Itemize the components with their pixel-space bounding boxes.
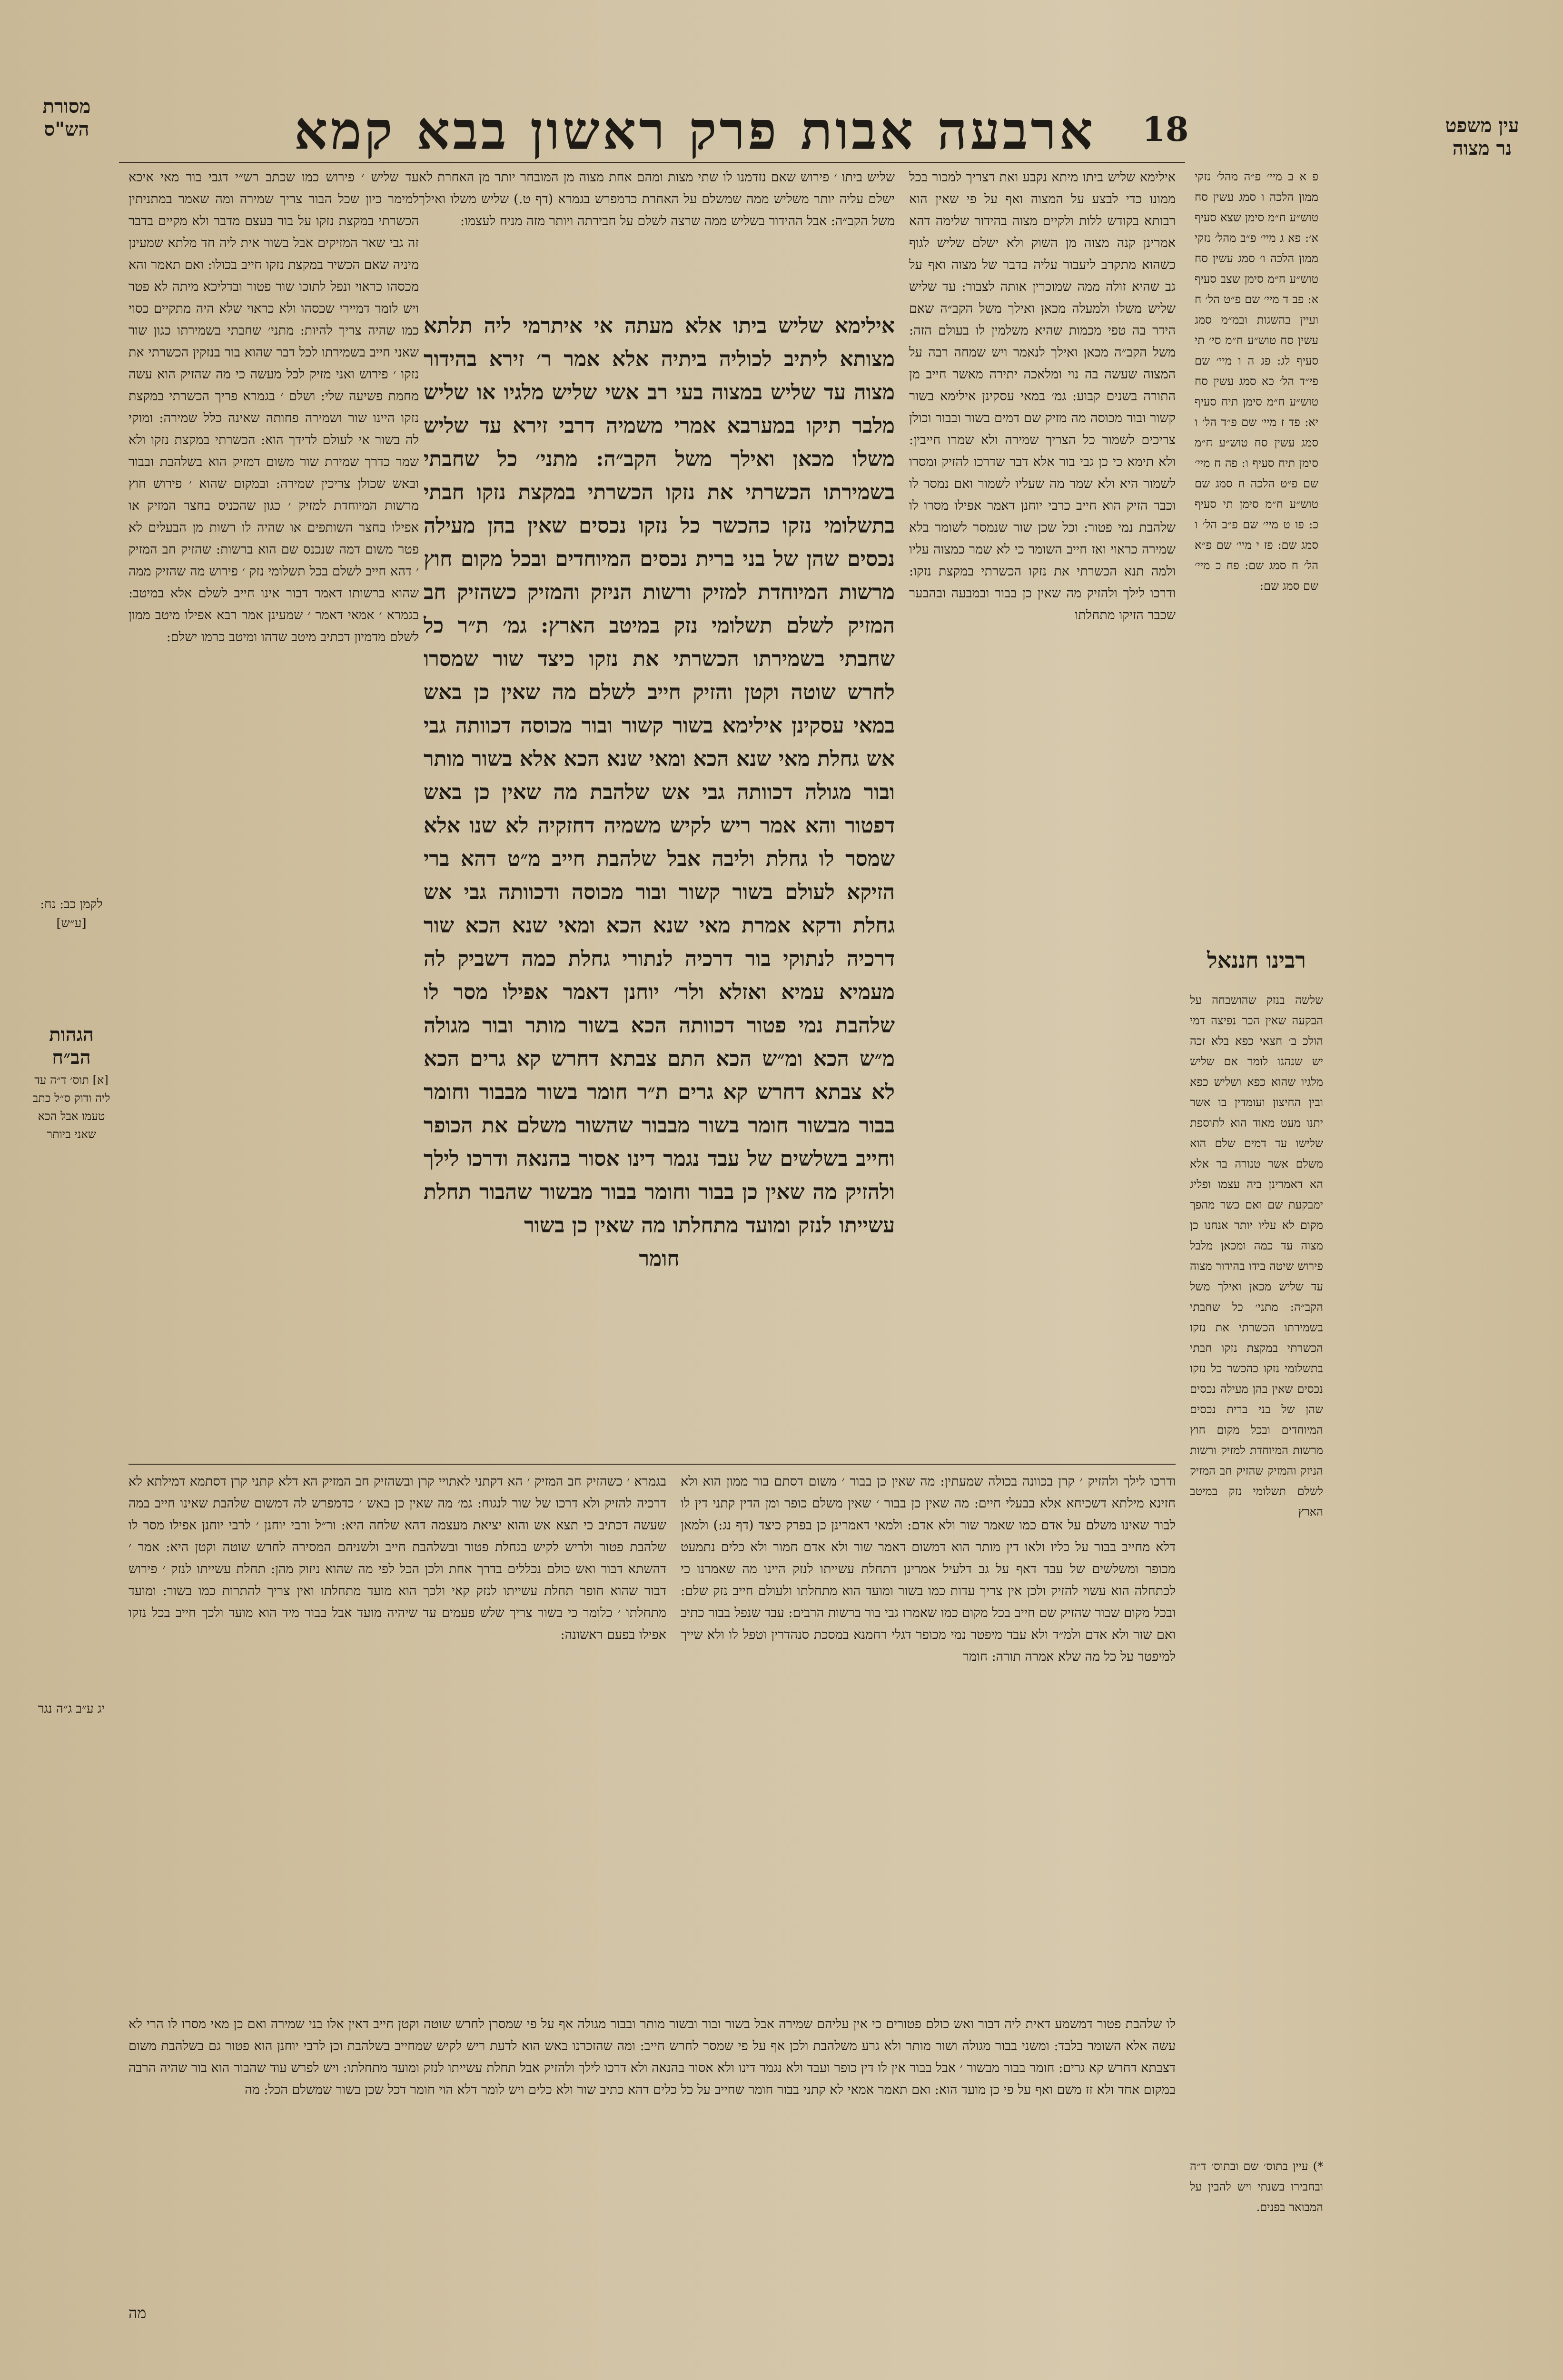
haggahot-title: הגהות הב״ח [49, 1023, 94, 1069]
rashi-column [909, 167, 1176, 1452]
gemara-text-block [424, 309, 895, 1499]
page-number: 18 [1142, 109, 1189, 149]
rabbenu-chananel-title: רבינו חננאל [1207, 947, 1306, 973]
ein-mishpat-text: פ א ב מיי׳ פ״ה מהל׳ נזקי ממון הלכה ו סמג עשין סח טוש״ע ח״מ סימן שצא סעיף א׳: פא ג מיי׳ פ״ב מהל׳ נזקי ממון הלכה ו׳ סמג עשין סח טוש״ע ח״מ סימן שצב סעיף א: פב ד מיי׳ שם פ״ט הל׳ ח ועיין בהשגות ובמ״מ סמג עשין סח טוש״ע ח״מ סי׳ תי סעיף לג: פג ה ו מיי׳ שם פי״ד הל׳ כא סמג עשין סח טוש״ע ח״מ סימן תיח סעיף יא: פד ז מיי׳ שם פ״ד הל׳ ו סמג עשין סח טוש״ע ח״מ סימן תיח סעיף ו: פה ח מיי׳ שם פ״ט הלכה ח סמג שם טוש״ע ח״מ סימן תי סעיף כ: פו ט מיי׳ שם פ״ב הל׳ ו סמג שם: פז י מיי׳ שם פ״א הל׳ ח סמג שם: פח כ מיי׳ שם סמג שם: [1195, 170, 1318, 593]
ein-mishpat-label: עין משפט נר מצוה [1445, 114, 1519, 159]
chananel-footnote [1190, 2156, 1323, 2299]
masoret-hashas-label: מסורת הש"ס [42, 95, 91, 140]
page-catchword: מה [129, 2304, 147, 2322]
tosafot-lower-text: בגמרא ׳ כשהזיק חב המזיק ׳ הא דקתני לאתויי קרן ובשהזיק חב המזיק הא דלא קתני קרן דסתמא דמילתא לא דרכיה להזיק ולא דרכו של שור לנגוח: גמ׳ מה שאין כן באש ׳ כדמפרש לה דמשום שלהבת שאינו חייב במה שעשה דכתיב כי תצא אש והוא יציאת מעצמה דהא שלחה היא: ור״ל ורבי יוחנן ׳ לרבי יוחנן אפילו מסר לו שלהבת פטור ולריש לקיש בגחלת פטור ובשלהבת חייב ולשניהם המסירה לחרש שוטה וקטן היא: אמר ׳ דהשתא דבור ואש כולם נכללים בדרך אחת ולכן הכל לפי מה שהוא ניזוק מהן: תחלת עשייתו לנזק ׳ פירוש דבור שהוא חופר תחלת עשייתו לנזק קאי ולכך הוא מועד מתחלתו ואין צריך להתרות כמו בשור: ומועד מתחלתו ׳ כלומר כי בשור צריך שלש פעמים עד שיהיה מועד אבל בבור מיד הוא מועד ולכך חייב בכל נזקו אפילו בפעם ראשונה: [129, 1474, 666, 1642]
footer-commentary-text: לו שלהבת פטור דמשמע דאית ליה דבור ואש כולם פטורים כי אין עליהם שמירה אבל בשור ובור ובשור מותר ובבור מגולה אף על פי שמסרן לחרש שוטה וקטן חייב דאין אלו בני שמירה ואם כן מאי מסרו לו הרי לא עשה אלא השומר בלבד: ומשני בבור מגולה ושור מותר ולא גרע משלהבת ולכן אף על פי שמסר לחרש חייב: ומה שהזכרנו באש הוא לדעת ריש לקיש שמחייב בשלהבת וכן לרבי יוחנן הוא פטור גם בשלהבת משום דצבתא דחרש קא גרים: חומר בבור מבשור ׳ אבל בבור אין לו דין כופר ועבד ולא נגמר דינו ולא אסור בהנאה ולא דרכו לילך ולהזיק אבל תחלת עשייתו לנזק ומועד מתחלתו: ויש לפרש עוד שהבור הוא בור שהיה הרבה במקום אחד ולא זז משם ואף על פי כן מועד הוא: ואם תאמר אמאי לא קתני בבור חומר שחייב על כל כלים דהא כתיב שור ולא כלים ויש לומר דלא הוי חומר דכל שכן בשור שמשלם הכל: מה [129, 2017, 1176, 2097]
tosafot-top-strip-text: שליש ביתו ׳ פירוש שאם נזדמנו לו שתי מצות ומהם אחת מצוה מן המובחר יותר מן האחרת לא ישלם עליה יותר משליש ממה שמשלם על האחרת כדמפרש בגמרא (דף ט.) שליש משלו ואילך משל הקב״ה: אבל ההידור בשליש ממה שרצה לשלם על חבירתה ויותר מזה מניח לעצמו: [419, 170, 895, 228]
tosafot-column [129, 167, 419, 1452]
gemara-catchword: חומר [639, 1247, 680, 1271]
rashi-text: אילימא שליש ביתו מיתא נקבע ואת דצריך למכור בכל ממונו כדי לבצע על המצוה ואף על פי שאין הוא רבותא בקודש ללות ולקיים מצוה בהידור שלימה דהא אמרינן קנה מצוה מן השוק ולא ישלם שליש לגוף כשהוא מתקרב ליעבור עליה בדבר של מצוה ואף על גב שהיא זולה ממה שמוכרין אותה לצבור: עד שליש שליש משלו ולמעלה מכאן ואילך משל הקב״ה שאם הידר בה טפי מכמות שהיא משלמין לו בעולם הזה: משל הקב״ה מכאן ואילך לנאמר ויש שמחה רבה על המצוה שעשה בה נוי ומלאכה יתירה מאשר חייב מן התורה בשנים קבוע: גמ׳ במאי עסקינן אילימא בשור קשור ובור מכוסה מה מזיק שם דמים בשור ובבור וכולן צריכים לשמור כל הצריך שמירה ולא שמרו חייבין: ולא תימא כי כן גבי בור אלא דבר שדרכו להזיק ומסרו לשמור היא ולא שמר מה שעליו לשמור ואם נמסר לו וכבר הזיק הוא חייב כרבי יוחנן דאמר אפילו מסרו לו שלהבת נמי פטור: וכל שכן שור שנמסר לשומר בלא שמירה כראוי ואז חייב השומר כי לא שמר כמצוה עליו ולמה תנא הכשרתי את נזקו הכשרתי במקצת נזקו: ודרכו לילך ולהזיק מה שאין כן בבור ובמבעה ובהבער שכבר הזיקו מתחלתו [909, 170, 1176, 623]
tosafot-top-strip [419, 167, 895, 281]
gemara-text: אילימא שליש ביתו אלא מעתה אי איתרמי ליה תלתא מצותא ליתיב לכוליה ביתיה אלא אמר ר׳ זירא בהידור מצוה עד שליש במצוה בעי רב אשי שליש מלגיו או שליש מלבר תיקו במערבא אמרי משמיה דרבי זירא עד שליש משלו מכאן ואילך משל הקב״ה: מתני׳ כל שחבתי בשמירתו הכשרתי את נזקו הכשרתי במקצת נזקו חבתי בתשלומי נזקו כהכשר כל נזקו נכסים שאין בהן מעילה נכסים שהן של בני ברית נכסים המיוחדים ובכל מקום חוץ מרשות המיוחדת למזיק ורשות הניזק והמזיק כשהזיק חב המזיק לשלם תשלומי נזק במיטב הארץ: גמ׳ ת״ר כל שחבתי בשמירתו הכשרתי את נזקו כיצד שור שמסרו לחרש שוטה וקטן והזיק חייב לשלם מה שאין כן באש במאי עסקינן אילימא בשור קשור ובור מכוסה דכוותה גבי אש גחלת מאי שנא הכא ומאי שנא הכא אלא בשור מותר ובור מגולה דכוותה גבי אש שלהבת מה שאין כן באש דפטור והא אמר ריש לקיש משמיה דחזקיה לא שנו אלא שמסר לו גחלת וליבה אבל שלהבת חייב מ״ט דהא ברי הזיקא לעולם בשור קשור ובור מכוסה ודכוותה גבי אש גחלת ודקא אמרת מאי שנא הכא ומאי שנא הכא שור דרכיה לנתוקי בור דרכיה לנתורי גחלת כמה דשביק לה מעמיא עמיא ואזלא ולר׳ יוחנן דאמר אפילו מסר לו שלהבת נמי פטור דכוותה הכא בשור מותר ובור מגולה מ״ש הכא ומ״ש הכא התם צבתא דחרש קא גרים הכא לא צבתא דחרש קא גרים ת״ר חומר בשור מבבור וחומר בבור מבשור חומר בשור מבבור שהשור משלם את הכופר וחייב בשלשים של עבד נגמר דינו אסור בהנאה ודרכו לילך ולהזיק מה שאין כן בבור וחומר בבור מבשור שהבור תחלת עשייתו לנזק ומועד מתחלתו מה שאין כן בשור [424, 314, 895, 1238]
masoret-reference [33, 895, 109, 952]
haggahot-text: [א] תוס׳ ד״ה עד ליה ודוק ס״ל כתב טעמו אבל הכא שאני ביותר [32, 1073, 110, 1141]
margin-gloss-text: יג ע״ב ג״ה נגר [38, 1702, 105, 1716]
masoret-reference-text: לקמן כב: נח: [ע״ש] [40, 897, 103, 931]
rashi-lower-column [681, 1471, 1176, 2013]
chananel-footnote-text: *) עיין בתוס׳ שם ובתוס׳ ד״ה ובחבירו בשנתי ויש להבין על המבואר בפנים. [1190, 2160, 1323, 2214]
page-title: ארבעה אבות פרק ראשון בבא קמא [294, 100, 1096, 161]
tosafot-text: עד שליש ׳ פירוש כמו שכתב רש״י דגבי בור מאי איכא למימר כיון שכל הבור צריך שמירה ומה שאמר במתניתין הכשרתי במקצת נזקו על בור בעצם מדבר ולא מקיים בדבר זה גבי שאר המזיקים אבל בשור אית ליה חד מלתא שמעינן מיניה שאם הכשיר במקצת נזקו חייב בכולו: ואם תאמר והא מכסהו כראוי ונפל לתוכו שור פטור ובדליכא מיתה לא פטר ויש לומר דמיירי שכסהו ולא כראוי שלא היה מתקיים כסוי כמו שהיה צריך להיות: מתני׳ שחבתי בשמירתו כגון שור שאני חייב בשמירתו לכל דבר שהוא בור בנזקין הכשרתי את נזקו ׳ פירוש ואני מזיק לכל מעשה כי מה שהזיק הוא עשה מחמת פשיעה שלי: ושלם ׳ בגמרא פריך הכשרתי במקצת נזקו היינו שור ושמירה פחותה שאינה כלל שמירה: ומוקי לה בשור אי לעולם לדידך הוא: הכשרתי במקצת נזקו ולא שמר כדרך שמירת שור משום דמזיק הוא בשלהבת ובבור ובאש שכולן צריכין שמירה: ובמקום שהוא ׳ פירוש חוץ מרשות המיוחדת למזיק ׳ כגון שהכניס בחצר המזיק או אפילו בחצר השותפים או שהיה לו רשות מן הבעלים לא פטר משום דמה שנכנס שם הוא ברשות: שהזיק חב המזיק ׳ דהא חייב לשלם בכל תשלומי נזק ׳ פירוש מה שהזיק ממה שהוא ברשותו דאמר דבור אינו חייב לשלם אלא במיטב: בגמרא ׳ אמאי דאמר ׳ שמעינן אמר רבא אפילו מיטב ממון לשלם מדמיון דכתיב מיטב שדהו ומיטב כרמו ישלם: [129, 170, 419, 645]
rabbenu-chananel-column [1190, 990, 1323, 2156]
footer-commentary [129, 2013, 1176, 2299]
header-divider [119, 162, 1185, 163]
haggahot-column [29, 1071, 114, 1195]
ein-mishpat-column [1195, 167, 1318, 1071]
lower-divider [129, 1464, 1176, 1465]
margin-gloss [29, 1699, 114, 1728]
rashi-lower-text: ודרכו לילך ולהזיק ׳ קרן בכוונה בכולה שמעתין: מה שאין כן בבור ׳ משום דסתם בור ממון הוא ולא חזינא מילתא דשכיחא אלא בבעלי חיים: מה שאין כן בבור ׳ שאין משלם כופר ומן הדין קתני דין לו לבור שאינו משלם על אדם כמו שאמר שור ולא אדם: ולמאי דאמרינן כן בפרק כיצד (דף נג:) ולמאן דלא מחייב בבור על כליו ולאו דין מותר הוא דמשום דאמר שור ולא אדם חמור ולא כלים נתמעט מכופר ומשלשים של עבד דאף על גב דלעיל אמרינן דתחלת עשייתו לנזק היינו מה שאמרנו כי לכתחלה הוא עשוי להזיק ולכן אין צריך עדות כמו בשור ומועד הוא מתחלתו ולעולם חייב נזק שלם: ובכל מקום שבור שהזיק שם חייב בכל מקום כמו שאמרו גבי בור ברשות הרבים: עבד שנפל בבור כתיב ואם שור ולא אדם ולמ״ד ולא עבד מיפטר נמי מכופר דגלי רחמנא במסכת סנהדרין וטפל לו ולא שייך למיפטר על כל מה שלא אמרה תורה: חומר [681, 1474, 1176, 1664]
rabbenu-chananel-text: שלשה בנזק שהושבחה על הבקעה שאין הכר נפיצה דמי הולכ ב׳ חצאי כפא בלא זכה יש שנהגו לומר אם שליש מלגיו שהוא כפא ושליש כפא ובין החיצון ועומדין בו אשר יתנו מעט מאוד הוא לתוספת שלישו עד דמים שלם הוא משלם אשר טנורה בר אלא הא דאמרינן ביה עצמו ופליג ימבקעת שם ואם כשר מהפך מקום לא עליו יותר אנחנו כן מצוה עד כמה ומכאן מלבל פירוש שיטה בידו בהידור מצוה עד שליש מכאן ואילך משל הקב״ה: מתני׳ כל שחבתי בשמירתו הכשרתי את נזקו הכשרתי במקצת נזקו חבתי בתשלומי נזקו כהכשר כל נזקו נכסים שאין בהן מעילה נכסים שהן של בני ברית נכסים המיוחדים ובכל מקום חוץ מרשות המיוחדת למזיק ורשות הניזק והמזיק שהזיק חב המזיק לשלם תשלומי נזק במיטב הארץ [1190, 993, 1323, 1518]
tosafot-lower-column [129, 1471, 666, 2013]
